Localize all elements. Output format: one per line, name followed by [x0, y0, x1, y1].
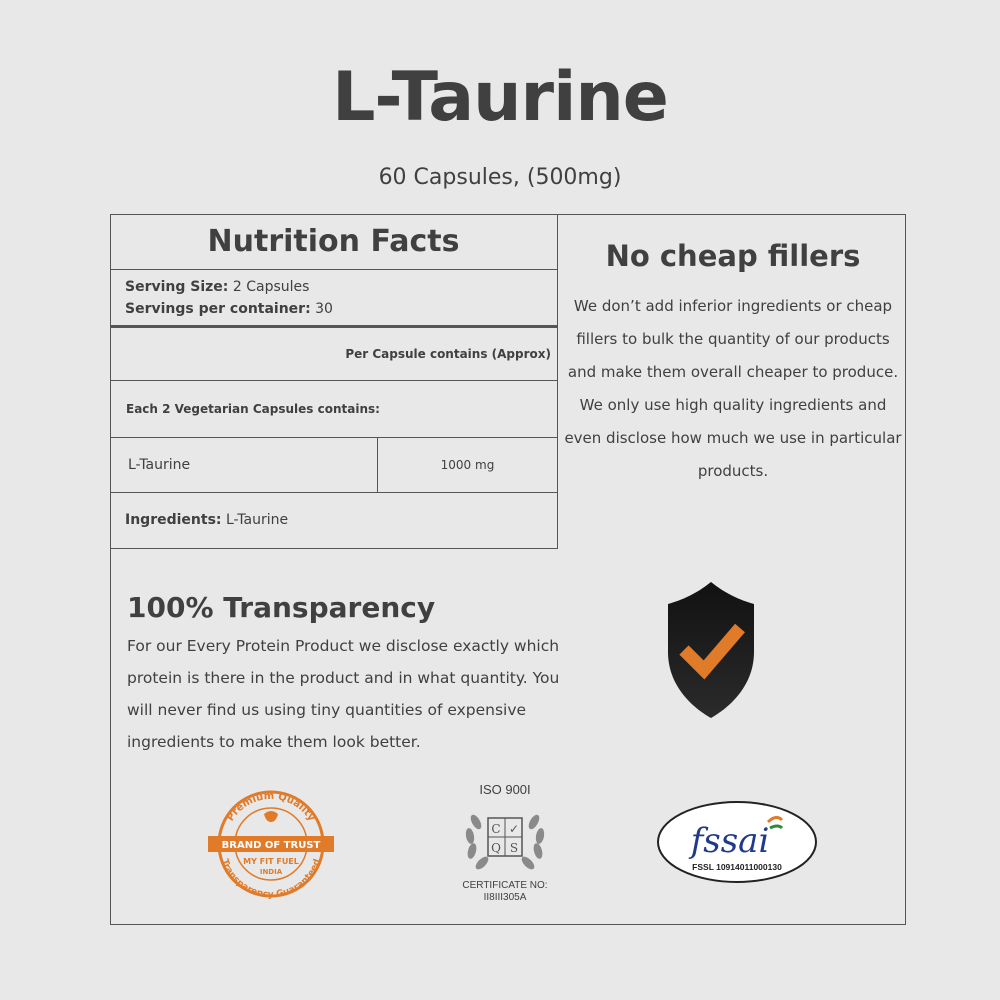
brand-of-trust-badge	[204, 788, 338, 900]
fssai-license: FSSL 10914011000130	[692, 862, 782, 872]
svg-text:✓: ✓	[508, 822, 520, 836]
table-row	[110, 438, 557, 493]
nutrition-facts-title: Nutrition Facts	[110, 214, 557, 270]
badge-bottom-text: Transparency Guaranteed	[219, 857, 323, 900]
serving-size-label: Serving Size:	[125, 279, 229, 295]
iso-laurel-icon	[460, 800, 550, 876]
serving-size-value: 2 Capsules	[232, 279, 310, 295]
svg-text:S: S	[509, 841, 519, 855]
shield-check-icon	[666, 580, 756, 720]
iso-cert-number: II8III305A	[483, 892, 527, 903]
ingredients-label: Ingredients:	[125, 512, 222, 528]
iso-cert-label: CERTIFICATE NO:	[462, 880, 548, 891]
transparency-body: For our Every Protein Product we disclose exactly which protein is there in the product and in what quantity. You will never find us using tiny quantities of expensive ingredients to make them look better.	[127, 637, 560, 751]
badge-ribbon-text: BRAND OF TRUST	[221, 840, 321, 851]
serving-info	[110, 270, 557, 328]
each-contains-heading: Each 2 Vegetarian Capsules contains:	[110, 381, 557, 438]
servings-label: Servings per container:	[125, 301, 311, 317]
svg-text:Q: Q	[491, 841, 501, 855]
badge-emblem-icon	[264, 811, 278, 822]
svg-text:C: C	[491, 822, 501, 836]
transparency-title: 100% Transparency	[127, 591, 436, 624]
product-subtitle: 60 Capsules, (500mg)	[378, 165, 622, 190]
ingredients-value: L-Taurine	[225, 512, 289, 528]
product-title: L-Taurine	[332, 58, 668, 137]
ingredients-row	[110, 493, 557, 548]
fillers-title: No cheap fillers	[605, 239, 861, 273]
fssai-logo	[656, 800, 818, 884]
iso-certificate	[440, 780, 570, 910]
badge-country: INDIA	[259, 868, 283, 876]
servings-value: 30	[315, 301, 333, 317]
per-capsule-heading: Per Capsule contains (Approx)	[110, 328, 557, 381]
fssai-logo-text: fssai	[690, 821, 770, 861]
nutrient-amount: 1000 mg	[440, 458, 495, 472]
nutrition-facts-table	[110, 214, 558, 549]
nutrient-name: L-Taurine	[110, 438, 378, 492]
badge-brand-name: MY FIT FUEL	[243, 857, 299, 866]
badge-top-text: Premium Quality	[225, 790, 317, 824]
fillers-body: We don’t add inferior ingredients or cheap fillers to bulk the quantity of our products and make them overall cheaper to produce. We only use high quality ingredients and even disclose how much we use in particular products.	[564, 297, 902, 480]
iso-heading: ISO 900I	[479, 782, 531, 797]
